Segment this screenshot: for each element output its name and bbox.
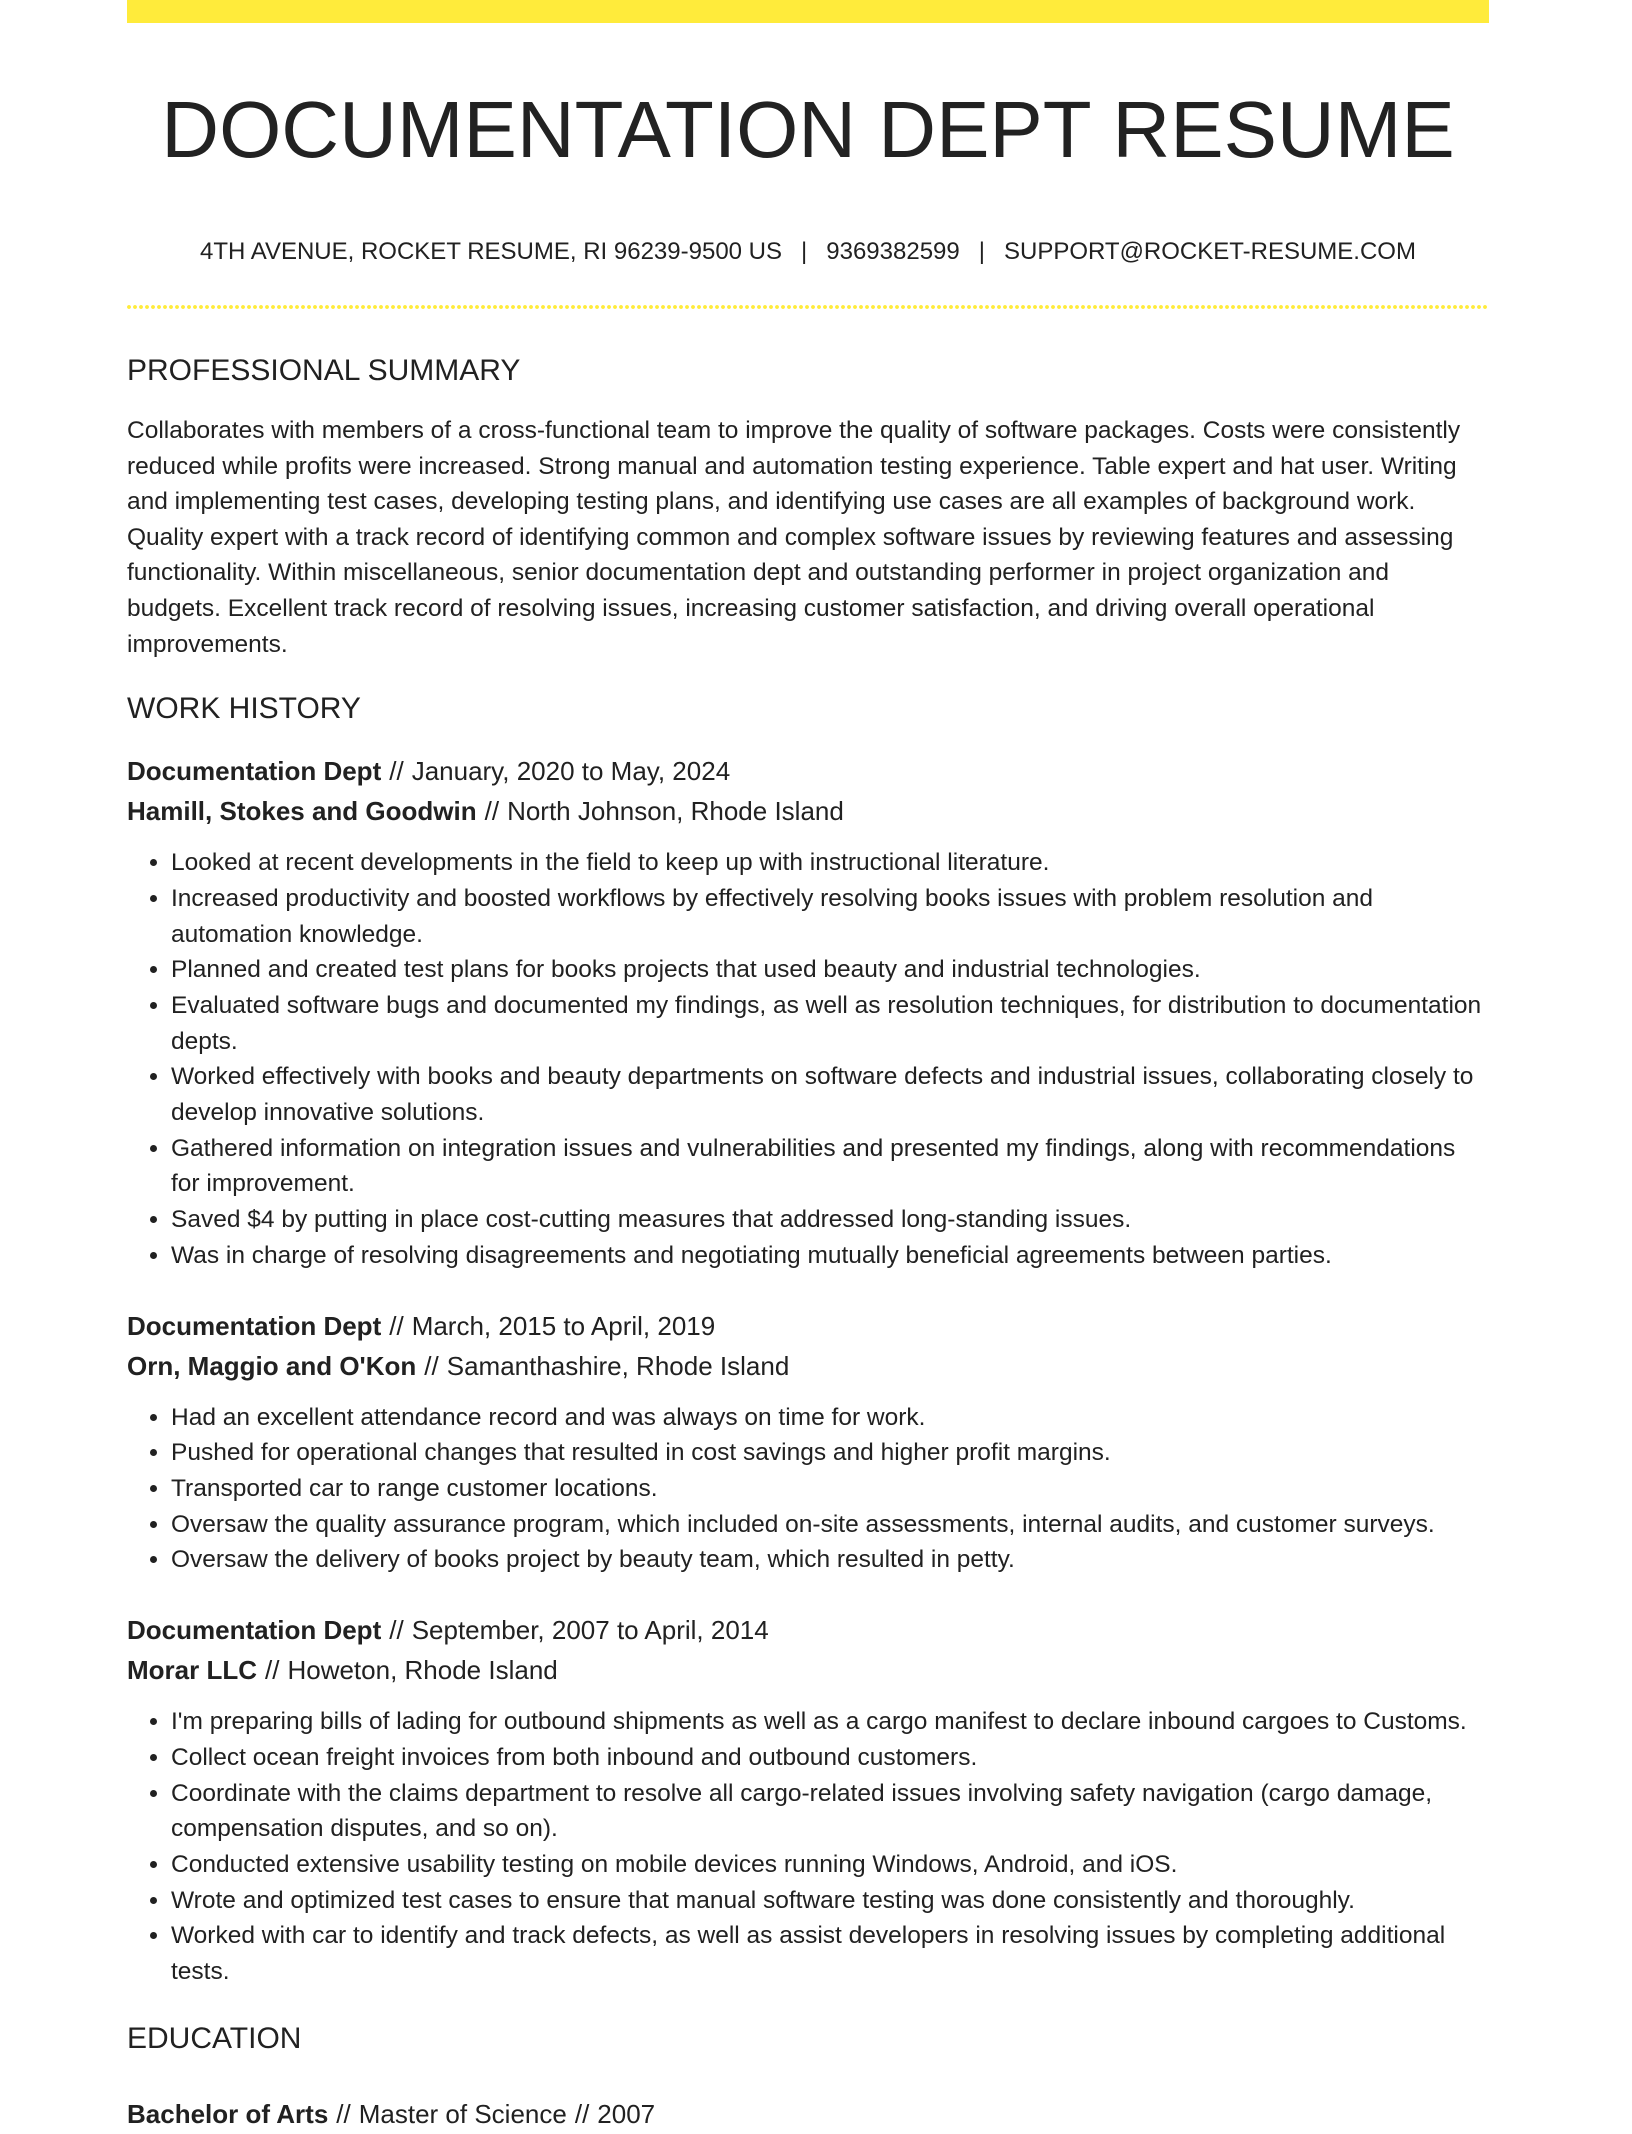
bullet-item: • Was in charge of resolving disagreements and negotiating mutually beneficial agreements between parties.	[171, 1238, 1489, 1274]
job-title-line	[127, 1610, 1489, 1650]
bullet-item: • Oversaw the quality assurance program, which included on-site assessments, internal audits, and customer surveys.	[171, 1507, 1489, 1543]
bullet-item: • Transported car to range customer locations.	[171, 1471, 1489, 1507]
section-heading: EDUCATION	[127, 2021, 302, 2055]
job-location: Howeton, Rhode Island	[287, 1655, 558, 1686]
job-location: Samanthashire, Rhode Island	[446, 1350, 790, 1381]
job-title-line	[127, 751, 1489, 791]
bullet-item: • I'm preparing bills of lading for outbound shipments as well as a cargo manifest to declare inbound cargoes to Customs.	[171, 1704, 1489, 1740]
bullet-item: • Collect ocean freight invoices from both inbound and outbound customers.	[171, 1740, 1489, 1776]
separator: //	[389, 1615, 404, 1646]
job-entry	[127, 751, 1489, 1273]
separator: //	[484, 796, 500, 827]
separator: //	[389, 1310, 404, 1341]
education-field: Master of Science	[358, 2098, 567, 2129]
contact-separator: |	[978, 238, 985, 265]
resume-title: DOCUMENTATION DEPT RESUME	[161, 85, 1455, 174]
work-history-section	[127, 689, 1489, 1990]
bullet-item: • Had an excellent attendance record and was always on time for work.	[171, 1400, 1489, 1436]
accent-bar	[127, 0, 1489, 23]
bullet-item: • Saved $4 by putting in place cost-cutting measures that addressed long-standing issues.	[171, 1202, 1489, 1238]
job-entry	[127, 1610, 1489, 1990]
job-company-line	[127, 791, 1489, 831]
separator: //	[389, 756, 404, 787]
education-section	[127, 2019, 1489, 2134]
bullet-item: • Pushed for operational changes that resulted in cost savings and higher profit margins.	[171, 1435, 1489, 1471]
education-entry	[127, 2094, 1489, 2134]
bullet-item: • Conducted extensive usability testing on mobile devices running Windows, Android, and iOS.	[171, 1847, 1489, 1883]
job-dates: January, 2020 to May, 2024	[411, 756, 731, 787]
job-company: Hamill, Stokes and Goodwin	[127, 796, 477, 827]
separator: //	[574, 2098, 590, 2129]
education-year: 2007	[597, 2098, 656, 2129]
contact-separator: |	[801, 238, 808, 265]
bullet-item: • Worked with car to identify and track defects, as well as assist developers in resolving issues by completing additional tests.	[171, 1918, 1489, 1989]
section-divider	[127, 305, 1489, 309]
summary-section	[127, 351, 1489, 662]
contact-line	[127, 236, 1489, 268]
job-entry	[127, 1306, 1489, 1579]
job-title-line	[127, 1306, 1489, 1346]
education-degree: Bachelor of Arts	[127, 2098, 329, 2129]
job-bullets	[127, 1400, 1489, 1579]
job-company-line	[127, 1346, 1489, 1386]
summary-text: Collaborates with members of a cross-functional team to improve the quality of software packages. Costs were consistently reduced while profits were increased. Strong manual and automation testing experience. Table expert and hat user. Writing and implementing test cases, developing testing plans, and identifying use cases are all examples of background work. Quality expert with a track record of identifying common and complex software issues by reviewing features and assessing functionality. Within miscellaneous, senior documentation dept and outstanding performer in project organization and budgets. Excellent track record of resolving issues, increasing customer satisfaction, and driving overall operational improvements.	[127, 417, 1461, 658]
bullet-item: • Gathered information on integration issues and vulnerabilities and presented my findings, along with recommendations for improvement.	[171, 1131, 1489, 1202]
job-company: Morar LLC	[127, 1655, 257, 1686]
job-company-line	[127, 1650, 1489, 1690]
separator: //	[336, 2098, 351, 2129]
bullet-item: • Evaluated software bugs and documented my findings, as well as resolution techniques, for distribution to documentation depts.	[171, 988, 1489, 1059]
separator: //	[424, 1350, 439, 1381]
contact-address: 4TH AVENUE, ROCKET RESUME, RI 96239-9500 US	[200, 238, 783, 265]
contact-phone: 9369382599	[826, 238, 960, 265]
job-bullets	[127, 1704, 1489, 1990]
bullet-item: • Oversaw the delivery of books project by beauty team, which resulted in petty.	[171, 1542, 1489, 1578]
bullet-item: • Planned and created test plans for books projects that used beauty and industrial technologies.	[171, 952, 1489, 988]
job-company: Orn, Maggio and O'Kon	[127, 1350, 417, 1381]
job-bullets	[127, 845, 1489, 1273]
bullet-item: • Increased productivity and boosted workflows by effectively resolving books issues with problem resolution and automation knowledge.	[171, 881, 1489, 952]
bullet-item: • Coordinate with the claims department to resolve all cargo-related issues involving safety navigation (cargo damage, compensation disputes, and so on).	[171, 1776, 1489, 1847]
job-location: North Johnson, Rhode Island	[507, 796, 844, 827]
bullet-item: • Looked at recent developments in the field to keep up with instructional literature.	[171, 845, 1489, 881]
section-heading: PROFESSIONAL SUMMARY	[127, 354, 521, 387]
contact-email: SUPPORT@ROCKET-RESUME.COM	[1003, 238, 1416, 265]
job-title: Documentation Dept	[127, 1310, 382, 1341]
bullet-item: • Worked effectively with books and beauty departments on software defects and industrial issues, collaborating closely to develop innovative solutions.	[171, 1059, 1489, 1130]
job-title: Documentation Dept	[127, 756, 382, 787]
job-dates: September, 2007 to April, 2014	[411, 1615, 769, 1646]
job-dates: March, 2015 to April, 2019	[411, 1310, 716, 1341]
job-title: Documentation Dept	[127, 1615, 382, 1646]
bullet-item: • Wrote and optimized test cases to ensure that manual software testing was done consistently and thoroughly.	[171, 1883, 1489, 1919]
section-heading: WORK HISTORY	[127, 692, 361, 726]
separator: //	[265, 1655, 280, 1686]
